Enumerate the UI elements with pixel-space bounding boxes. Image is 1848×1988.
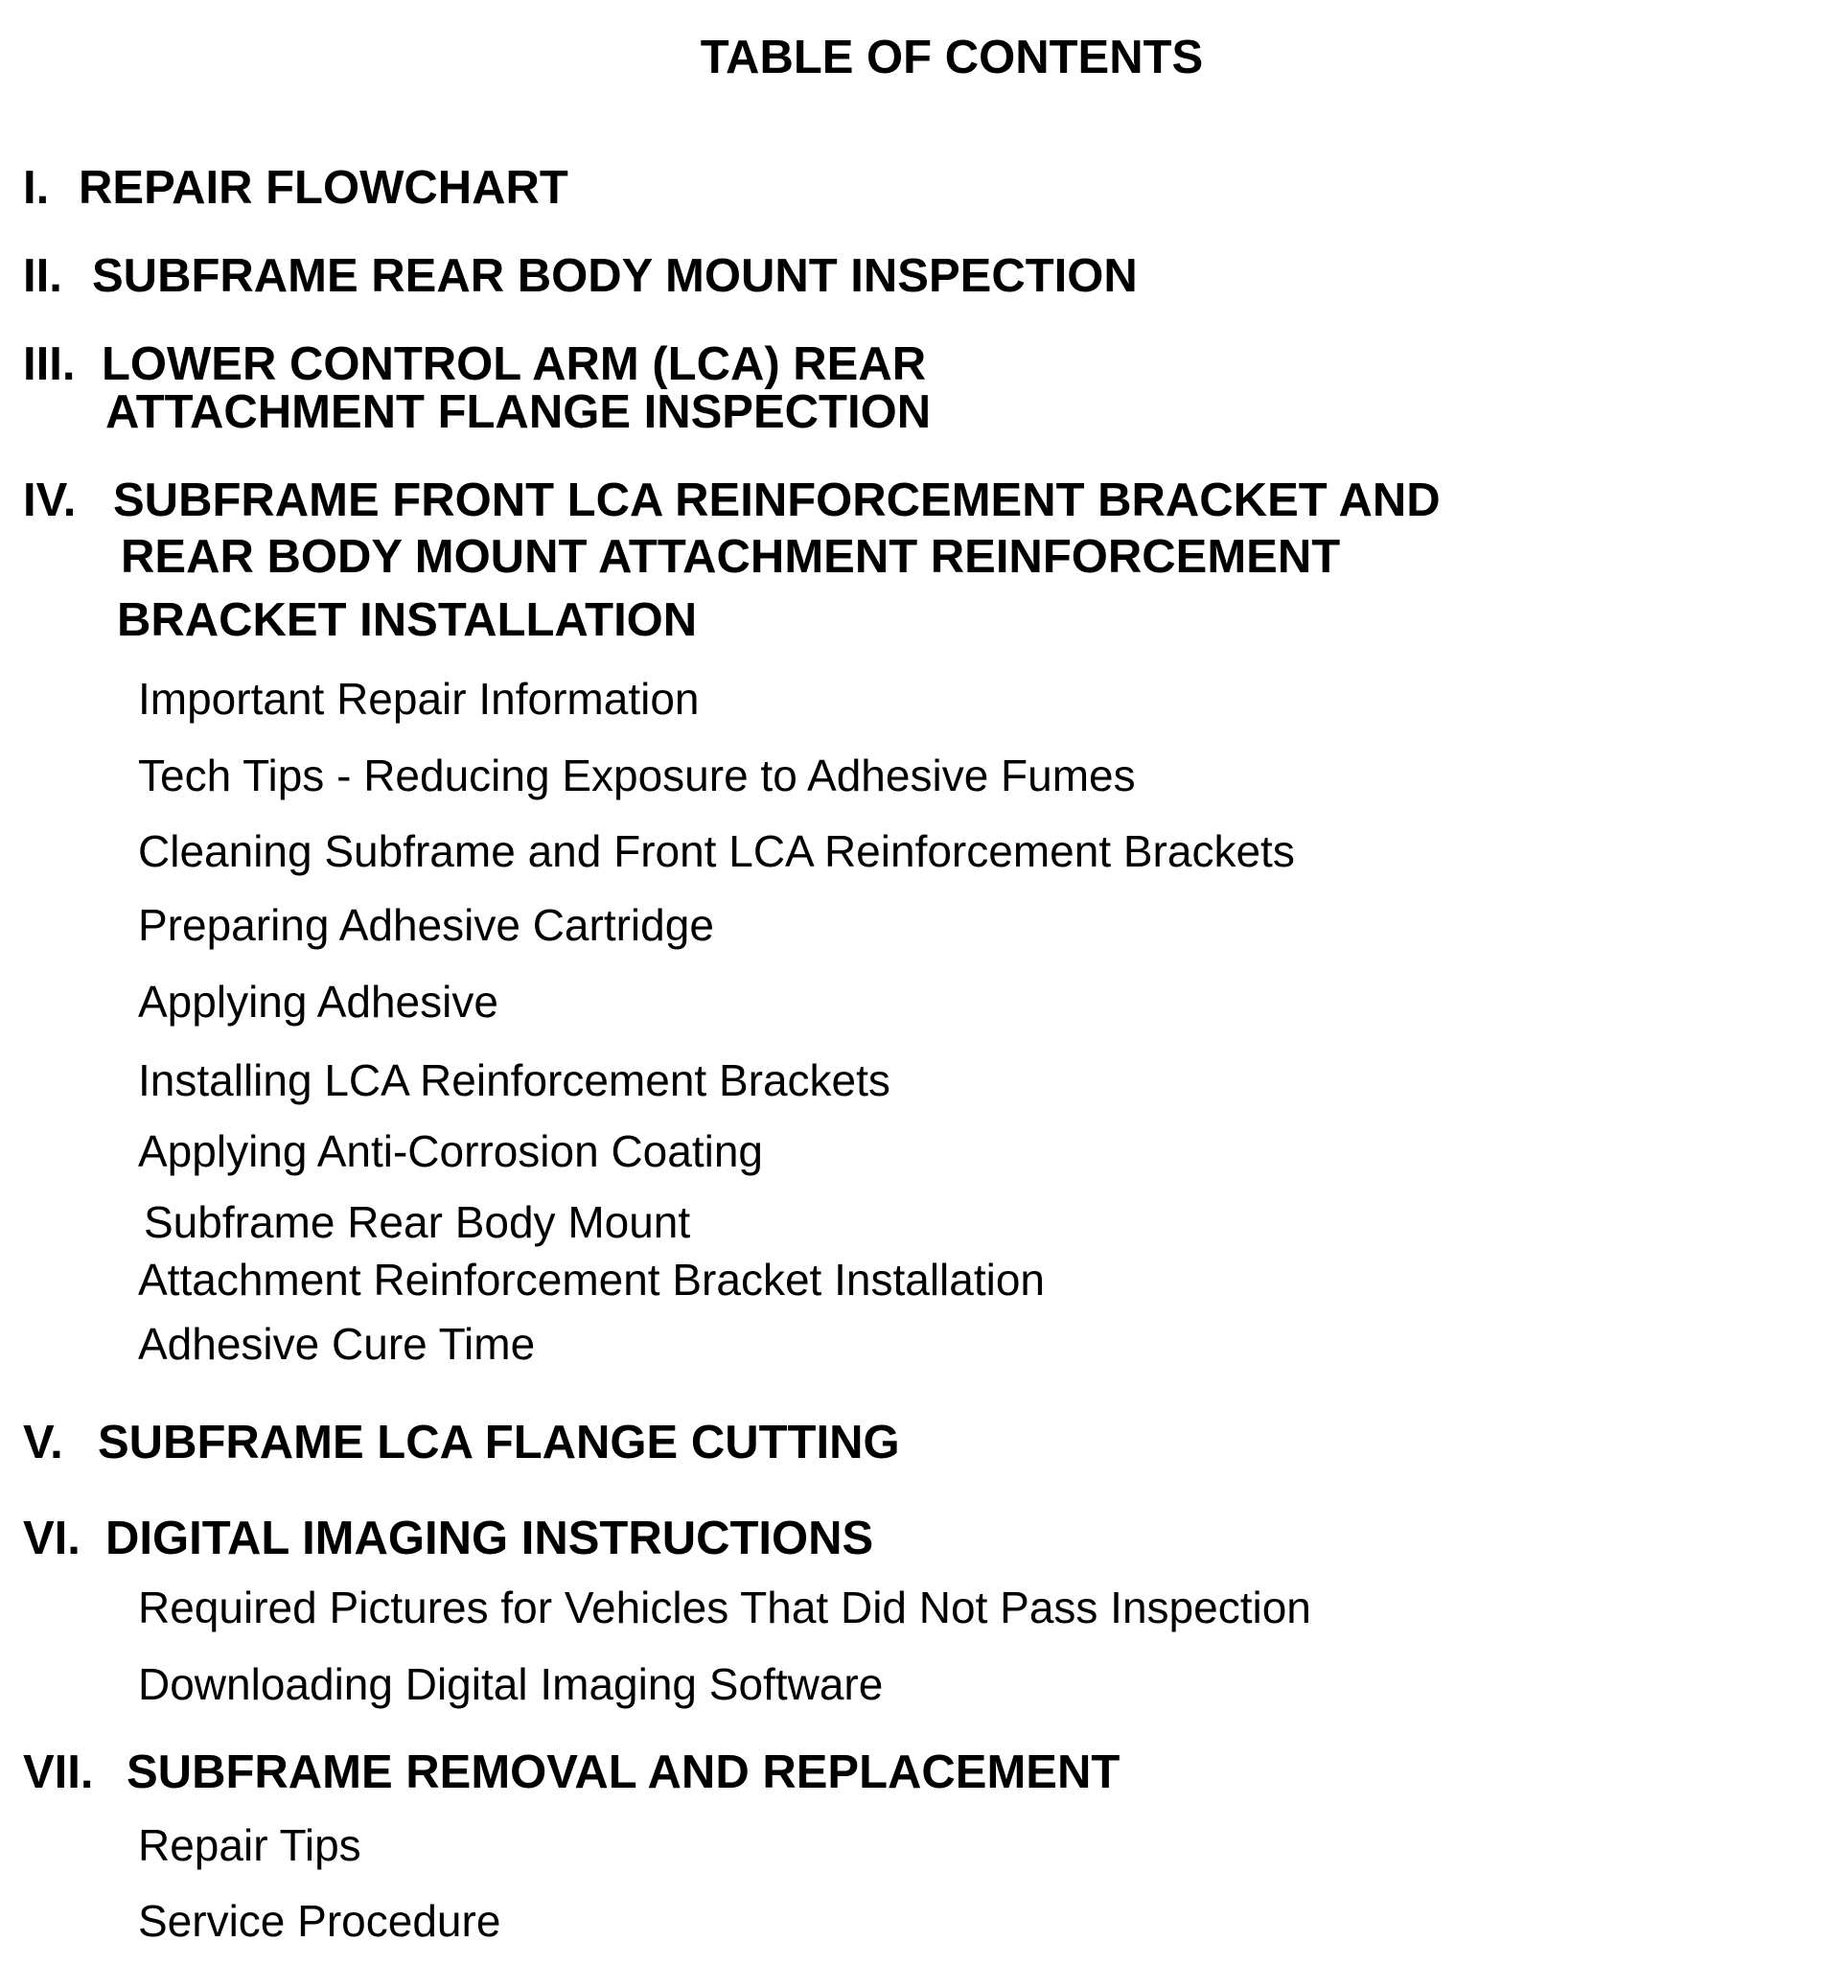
- section-title: SUBFRAME REMOVAL AND REPLACEMENT: [127, 1746, 1120, 1798]
- page-title: TABLE OF CONTENTS: [700, 32, 1204, 83]
- toc-subitem-applying-anti-corrosion[interactable]: Applying Anti-Corrosion Coating: [138, 1126, 764, 1176]
- toc-subitem-applying-adhesive[interactable]: Applying Adhesive: [138, 977, 498, 1027]
- section-title: SUBFRAME REAR BODY MOUNT INSPECTION: [92, 250, 1138, 302]
- toc-subitem-tech-tips[interactable]: Tech Tips - Reducing Exposure to Adhesive Fumes: [138, 751, 1136, 800]
- section-title: REPAIR FLOWCHART: [79, 162, 568, 214]
- toc-subitem-important-repair-information[interactable]: Important Repair Information: [138, 674, 700, 724]
- toc-subitem-installing-lca-brackets[interactable]: Installing LCA Reinforcement Brackets: [138, 1055, 890, 1105]
- section-number: I.: [23, 162, 50, 214]
- section-number: III.: [23, 338, 76, 390]
- section-number: V.: [23, 1417, 63, 1468]
- toc-subitem-repair-tips[interactable]: Repair Tips: [138, 1820, 361, 1870]
- section-number: VII.: [23, 1746, 94, 1798]
- toc-subitem-required-pictures[interactable]: Required Pictures for Vehicles That Did Not Pass Inspection: [138, 1583, 1311, 1632]
- toc-subitem-adhesive-cure-time[interactable]: Adhesive Cure Time: [138, 1319, 536, 1369]
- toc-subitem-downloading-software[interactable]: Downloading Digital Imaging Software: [138, 1659, 884, 1709]
- section-title-line-2: REAR BODY MOUNT ATTACHMENT REINFORCEMENT: [121, 531, 1341, 583]
- section-title-line-1: SUBFRAME FRONT LCA REINFORCEMENT BRACKET AND: [113, 474, 1441, 526]
- section-title-line-1: LOWER CONTROL ARM (LCA) REAR: [102, 338, 927, 390]
- toc-subitem-rear-body-mount-line-2[interactable]: Attachment Reinforcement Bracket Installation: [138, 1255, 1046, 1305]
- section-number: IV.: [23, 474, 77, 526]
- section-number: II.: [23, 250, 62, 302]
- toc-subitem-service-procedure[interactable]: Service Procedure: [138, 1896, 501, 1946]
- section-title-line-2: ATTACHMENT FLANGE INSPECTION: [105, 386, 932, 438]
- section-title-line-3: BRACKET INSTALLATION: [117, 594, 698, 646]
- toc-subitem-cleaning-subframe[interactable]: Cleaning Subframe and Front LCA Reinforcement Brackets: [138, 826, 1295, 876]
- toc-subitem-preparing-adhesive-cartridge[interactable]: Preparing Adhesive Cartridge: [138, 900, 714, 950]
- section-title: DIGITAL IMAGING INSTRUCTIONS: [105, 1513, 874, 1564]
- toc-subitem-rear-body-mount-line-1[interactable]: Subframe Rear Body Mount: [144, 1197, 691, 1247]
- section-title: SUBFRAME LCA FLANGE CUTTING: [98, 1417, 900, 1468]
- section-number: VI.: [23, 1513, 81, 1564]
